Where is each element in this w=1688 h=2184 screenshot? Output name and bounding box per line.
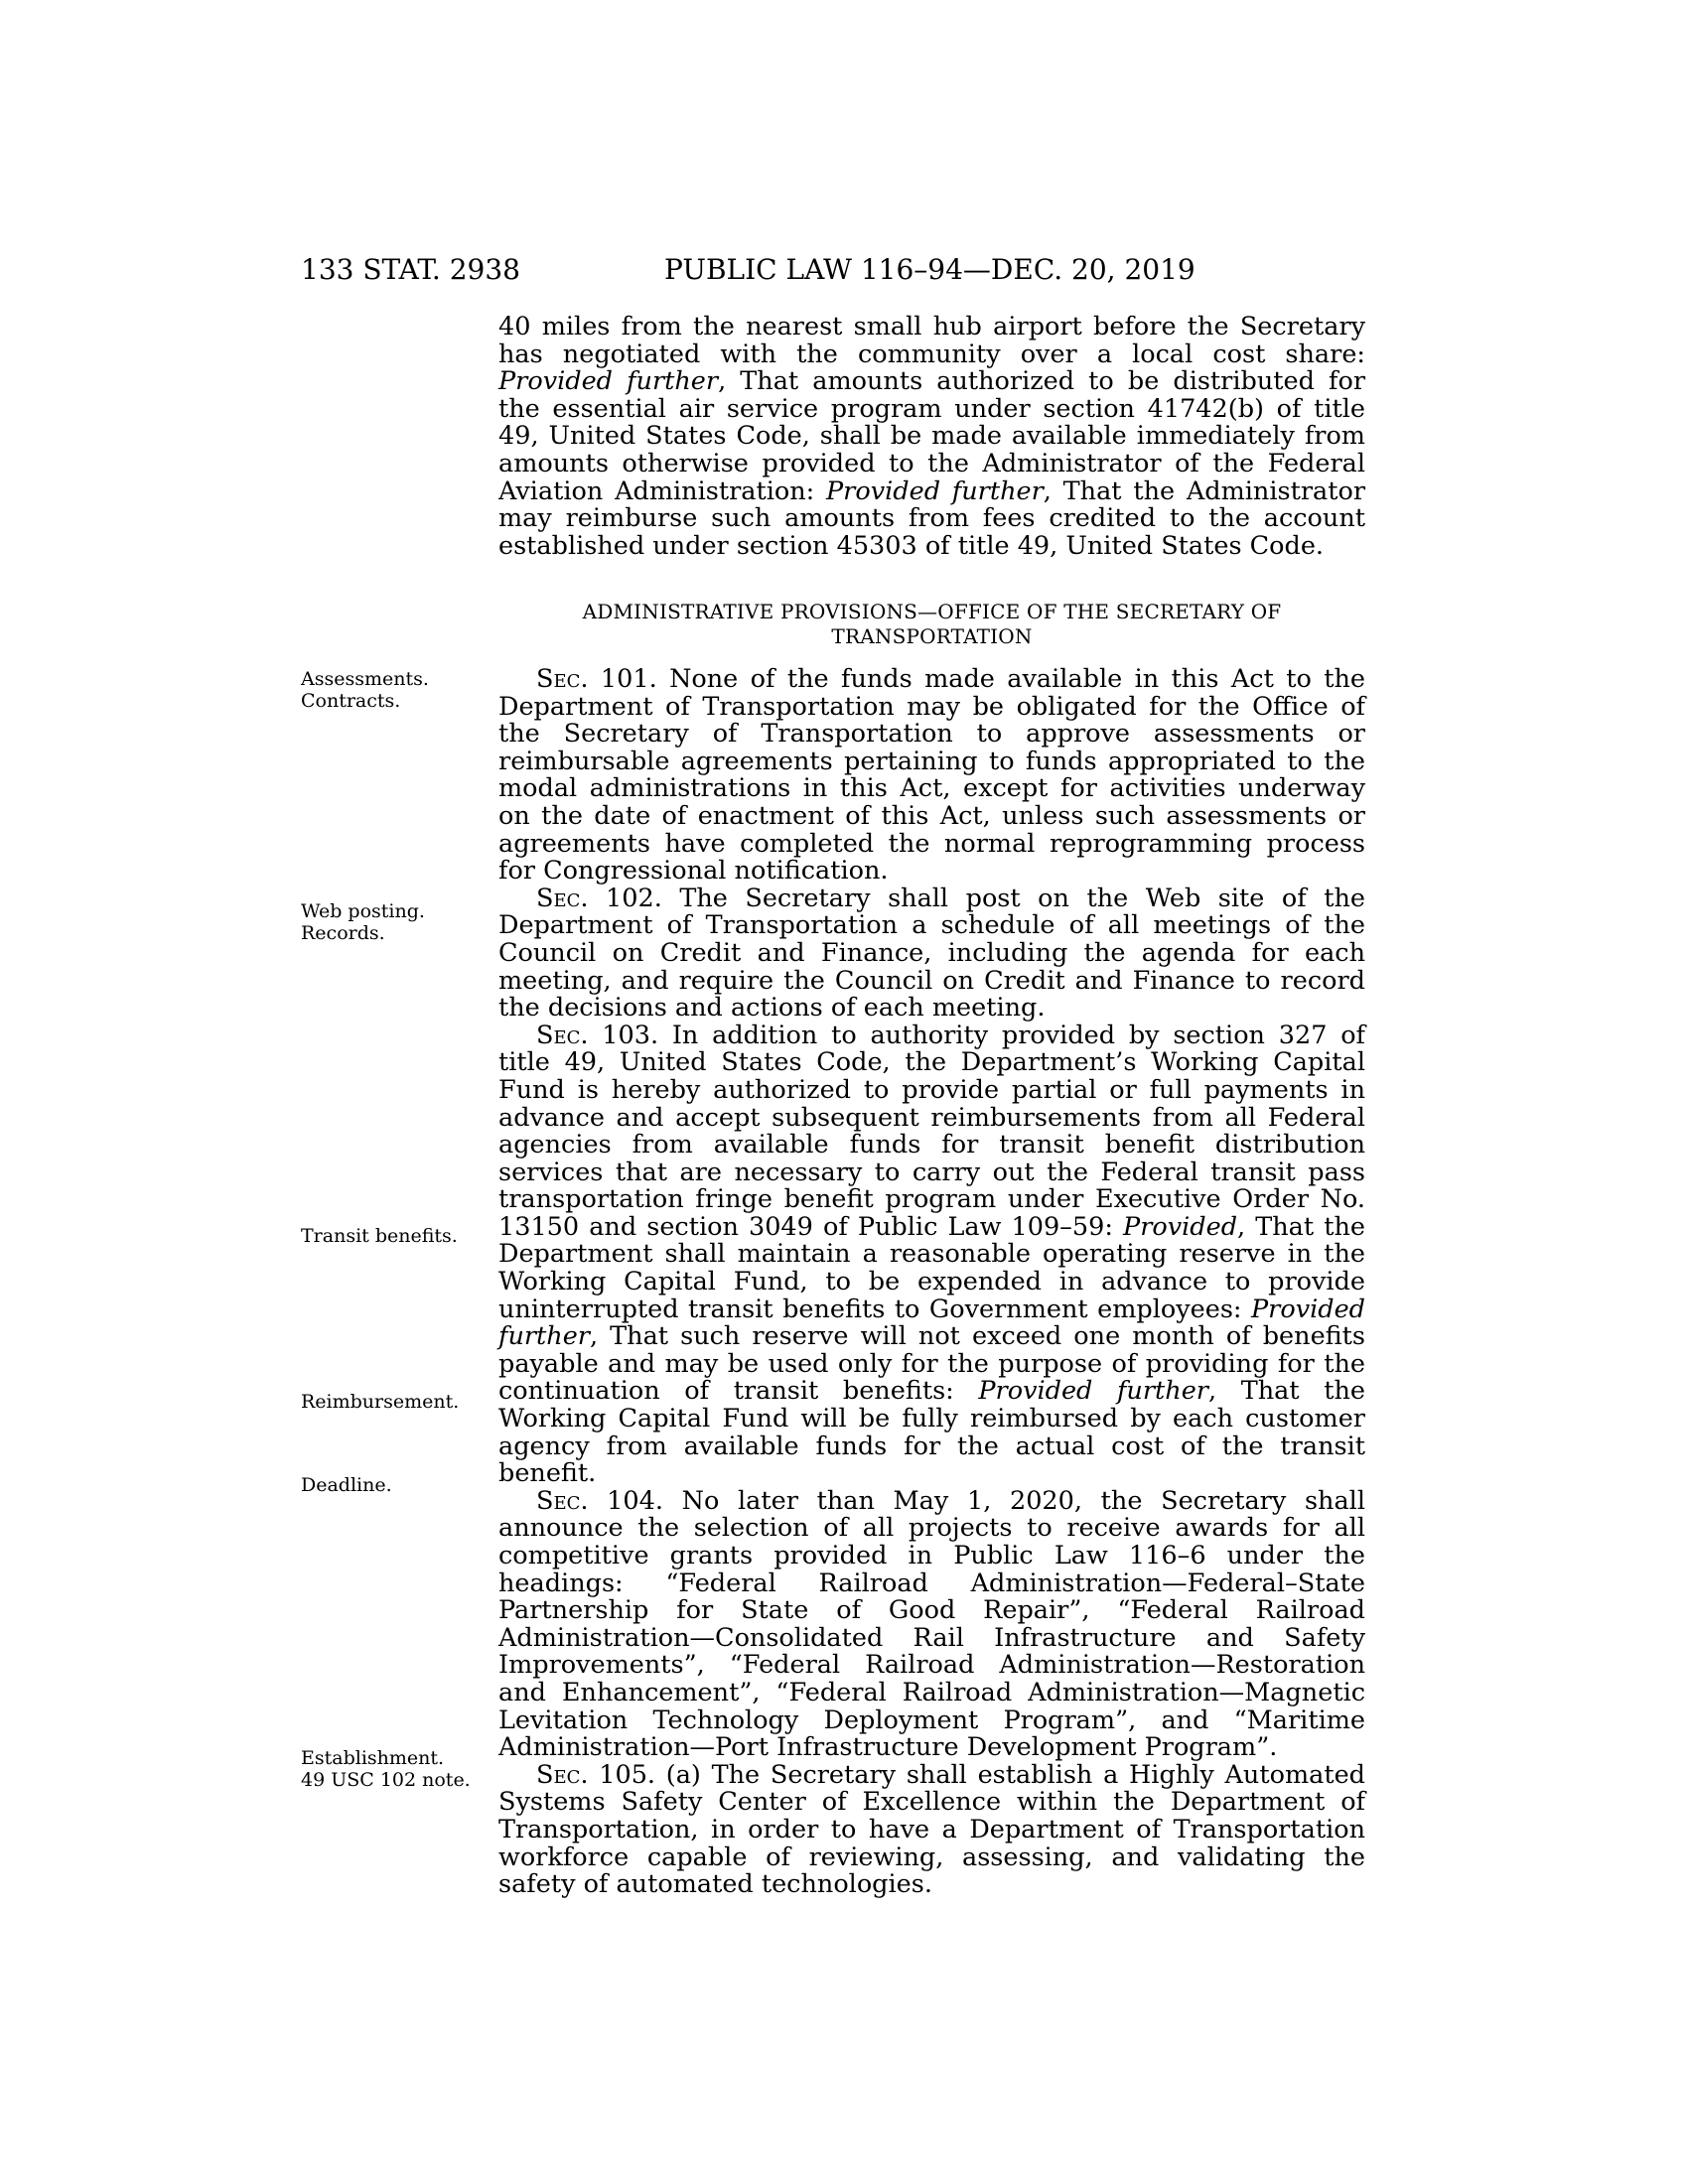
statute-page-reference: 133 STAT. 2938 <box>301 253 520 286</box>
margin-note-usc: 49 USC 102 note. <box>301 1769 471 1791</box>
margin-note-establishment: Establishment. <box>301 1747 445 1769</box>
section-105: Sec. 105. (a) The Secretary shall establish a Highly Automated Systems Safety Center of Excellence within the Department of Transportation, in order to have a Department of Transportation workforce capable of reviewing, assessing, and validating the safety of automated technologies. <box>498 1759 1365 1900</box>
page-header <box>301 252 1365 288</box>
section-heading-line-1: ADMINISTRATIVE PROVISIONS—OFFICE OF THE SECRETARY OF <box>582 600 1282 623</box>
margin-note-contracts: Contracts. <box>301 690 401 712</box>
margin-note-deadline: Deadline. <box>301 1474 392 1496</box>
margin-note-reimbursement: Reimbursement. <box>301 1391 460 1413</box>
margin-note-reimburse <box>301 1391 490 1413</box>
margin-note-transit <box>301 1225 490 1247</box>
section-heading-line-2: TRANSPORTATION <box>831 624 1033 648</box>
margin-note-sec-102 <box>301 900 490 944</box>
margin-note-transit-benefits: Transit benefits. <box>301 1225 458 1247</box>
margin-note-assessments: Assessments. <box>301 668 429 690</box>
opening-paragraph-block <box>498 314 1365 560</box>
margin-note-records: Records. <box>301 922 385 944</box>
sections-block <box>498 666 1365 1899</box>
margin-note-sec-104 <box>301 1474 490 1496</box>
section-102: Sec. 102. The Secretary shall post on the Web site of the Department of Transportation a schedule of all meetings of the Council on Credit and Finance, including the agenda for each meeting, and require the Council on Credit and Finance to record the decisions and actions of each meeting. <box>498 883 1365 1024</box>
opening-paragraph: 40 miles from the nearest small hub airport before the Secretary has negotiated with the community over a local cost share: Provided further, That amounts authorized to be distributed for the essential air service program under section 41742(b) of title 49, United States Code, shall be made available immediately from amounts otherwise provided to the Administrator of the Federal Aviation Administration: Provided further, That the Administrator may reimburse such amounts from fees credited to the account established under section 45303 of title 49, United States Code. <box>498 312 1366 561</box>
section-104: Sec. 104. No later than May 1, 2020, the Secretary shall announce the selection of all projects to receive awards for all competitive grants provided in Public Law 116–6 under the headings: “Federal Railroad Administration—Federal–State Partnership for State of Good Repair”, “Federal Railroad Administration—Consolidated Rail Infrastructure and Safety Improvements”, “Federal Railroad Administration—Restoration and Enhancement”, “Federal Railroad Administration—Magnetic Levitation Technology Deployment Program”, and “Maritime Administration—Port Infrastructure Development Program”. <box>498 1485 1365 1763</box>
margin-note-sec-105 <box>301 1747 490 1791</box>
section-103: Sec. 103. In addition to authority provided by section 327 of title 49, United States Code, the Department’s Working Capital Fund is hereby authorized to provide partial or full payments in advance and accept subsequent reimbursements from all Federal agencies from available funds for transit benefit distribution services that are necessary to carry out the Federal transit pass transportation fringe benefit program under Executive Order No. 13150 and section 3049 of Public Law 109–59: Provided, That the Department shall maintain a reasonable operating reserve in the Working Capital Fund, to be expended in advance to provide uninterrupted transit benefits to Government employees: Provided further, That such reserve will not exceed one month of benefits payable and may be used only for the purpose of providing for the continuation of transit benefits: Provided further, That the Working Capital Fund will be fully reimbursed by each customer agency from available funds for the actual cost of the transit benefit. <box>498 1020 1365 1489</box>
section-101: Sec. 101. None of the funds made available in this Act to the Department of Transportation may be obligated for the Office of the Secretary of Transportation to approve assessments or reimbursable agreements pertaining to funds appropriated to the modal administrations in this Act, except for activities underway on the date of enactment of this Act, unless such assessments or agreements have completed the normal reprogramming process for Congressional notification. <box>498 664 1365 887</box>
margin-note-web-posting: Web posting. <box>301 900 425 922</box>
public-law-reference: PUBLIC LAW 116–94—DEC. 20, 2019 <box>664 253 1196 286</box>
section-heading <box>498 600 1365 649</box>
margin-note-sec-101 <box>301 668 490 712</box>
